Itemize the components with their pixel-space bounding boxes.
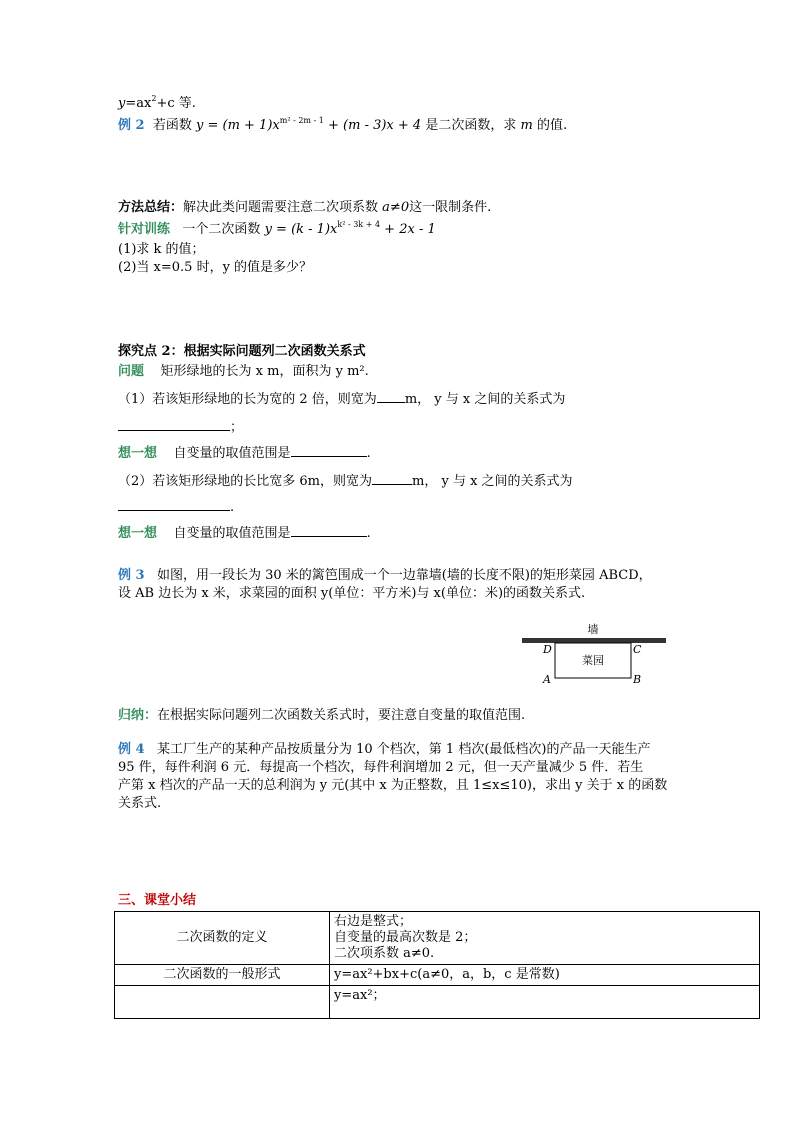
- targeted-label: 针对训练: [118, 222, 171, 237]
- example-2-var: m: [520, 118, 533, 133]
- problem-text: 矩形绿地的长为 x m，面积为 y m².: [160, 364, 369, 379]
- garden-diagram: [522, 622, 668, 686]
- summary-table: [114, 911, 760, 1019]
- point-a: A: [543, 673, 551, 686]
- summary-row-3-head: [115, 986, 330, 1019]
- part-2-unit: m，: [412, 474, 438, 489]
- method-summary-cond: a≠0: [382, 200, 410, 215]
- summary-row-1-body: [330, 912, 760, 965]
- think-2-blank[interactable]: [291, 524, 367, 537]
- part-1-unit: m，: [404, 392, 431, 407]
- targeted-training: [118, 222, 436, 238]
- top-line-post: +c 等.: [156, 96, 196, 111]
- table-row: [115, 965, 760, 986]
- part-2-blank-relation[interactable]: [118, 498, 230, 511]
- problem-label: 问题: [118, 364, 145, 379]
- example-4-text-1: 某工厂生产的某种产品按质量分为 10 个档次，第 1 档次(最低档次)的产品一天能生产: [156, 742, 651, 757]
- example-4-text-3: 产第 x 档次的产品一天的总利润为 y 元(其中 x 为正整数，且 1≤x≤10)，求出 y 关于 x 的函数: [118, 778, 668, 793]
- garden-label: 菜园: [582, 654, 604, 667]
- think-2-text: 自变量的取值范围是: [173, 526, 291, 541]
- top-line-mid: =ax: [125, 96, 152, 111]
- summary-row-2-body: y=ax²+bx+c(a≠0，a，b，c 是常数): [330, 965, 760, 986]
- explore-2-problem: [118, 364, 369, 380]
- example-3-text-2: 设 AB 边长为 x 米，求菜园的面积 y(单位：平方米)与 x(单位：米)的函数关系式.: [118, 586, 586, 601]
- think-1-label: 想一想: [118, 446, 158, 461]
- part-1-tail: y 与 x 之间的关系式为: [434, 392, 566, 407]
- targeted-formula-exp: k² - 3k + 4: [337, 220, 381, 229]
- example-2-text-b: 是二次函数，求: [425, 118, 517, 133]
- summary-row-2-head: 二次函数的一般形式: [115, 965, 330, 986]
- example-2-formula-exp: m² - 2m - 1: [279, 116, 324, 125]
- targeted-text: 一个二次函数: [182, 222, 261, 237]
- example-2-formula: y = (m + 1)x: [196, 118, 280, 133]
- part-1-blank-relation[interactable]: [118, 418, 230, 431]
- point-d: D: [543, 643, 552, 656]
- definition-line-1: 右边是整式；: [334, 914, 413, 929]
- example-4-text-2: 95 件，每件利润 6 元．每提高一个档次，每件利润增加 2 元，但一天产量减少 5 件．若生: [118, 760, 644, 775]
- part-1-text: （1）若该矩形绿地的长为宽的 2 倍，则宽为: [118, 392, 377, 407]
- explore-2-part-2-answer: .: [118, 498, 234, 516]
- part-2-blank-width[interactable]: [372, 472, 412, 485]
- think-2-label: 想一想: [118, 526, 158, 541]
- method-summary: [118, 200, 491, 216]
- think-1: 想一想 自变量的取值范围是 .: [118, 446, 371, 461]
- method-summary-text-b: 这一限制条件.: [409, 200, 492, 215]
- wall-label: 墙: [587, 623, 599, 636]
- think-2: 想一想 自变量的取值范围是 .: [118, 526, 371, 541]
- explore-2-part-2: [118, 472, 573, 490]
- top-line-exp: 2: [151, 94, 157, 103]
- summary-row-3-body: y=ax²；: [330, 986, 760, 1019]
- summary-row-1-head: 二次函数的定义: [115, 912, 330, 965]
- part-2-tail: y 与 x 之间的关系式为: [441, 474, 573, 489]
- table-row: [115, 986, 760, 1019]
- explore-2-title: 探究点 2：根据实际问题列二次函数关系式: [118, 344, 366, 359]
- definition-line-3: 二次项系数 a≠0.: [334, 946, 435, 961]
- method-summary-label: 方法总结：: [118, 200, 184, 215]
- example-2-formula-rest: + (m - 3)x + 4: [323, 118, 422, 133]
- example-3-line-1: [118, 568, 652, 584]
- targeted-formula-rest: + 2x - 1: [380, 222, 436, 237]
- conclusion: [118, 708, 525, 724]
- targeted-question-2: (2)当 x=0.5 时，y 的值是多少？: [118, 260, 313, 275]
- example-4-label: 例 4: [118, 742, 145, 757]
- top-line-var: y: [118, 96, 126, 111]
- part-2-text: （2）若该矩形绿地的长比宽多 6m，则宽为: [118, 474, 373, 489]
- example-2-text: 若函数: [152, 118, 192, 133]
- targeted-question-1: (1)求 k 的值；: [118, 242, 205, 257]
- method-summary-text: 解决此类问题需要注意二次项系数: [183, 200, 379, 215]
- think-1-text: 自变量的取值范围是: [173, 446, 291, 461]
- part-1-blank-width[interactable]: [377, 390, 405, 403]
- example-3-label: 例 3: [118, 568, 145, 583]
- intro-line: [118, 96, 196, 112]
- example-4-text-4: 关系式.: [118, 796, 162, 811]
- conclusion-label: 归纳：: [118, 708, 158, 723]
- conclusion-text: 在根据实际问题列二次函数关系式时，要注意自变量的取值范围.: [157, 708, 526, 723]
- targeted-formula: y = (k - 1)x: [264, 222, 338, 237]
- example-2-text-c: 的值.: [536, 118, 568, 133]
- summary-title: 三、课堂小结: [118, 893, 197, 908]
- table-row: [115, 912, 760, 965]
- example-2: [118, 118, 567, 134]
- example-3-text-1: 如图，用一段长为 30 米的篱笆围成一个一边靠墙(墙的长度不限)的矩形菜园 ABCD，: [156, 568, 652, 583]
- think-1-blank[interactable]: [291, 444, 367, 457]
- example-4-line-1: [118, 742, 650, 758]
- explore-2-part-1-answer: ；: [118, 418, 243, 436]
- example-2-label: 例 2: [118, 118, 145, 133]
- definition-line-2: 自变量的最高次数是 2；: [334, 930, 477, 945]
- point-b: B: [633, 673, 642, 686]
- point-c: C: [633, 643, 642, 656]
- explore-2-part-1: [118, 390, 565, 408]
